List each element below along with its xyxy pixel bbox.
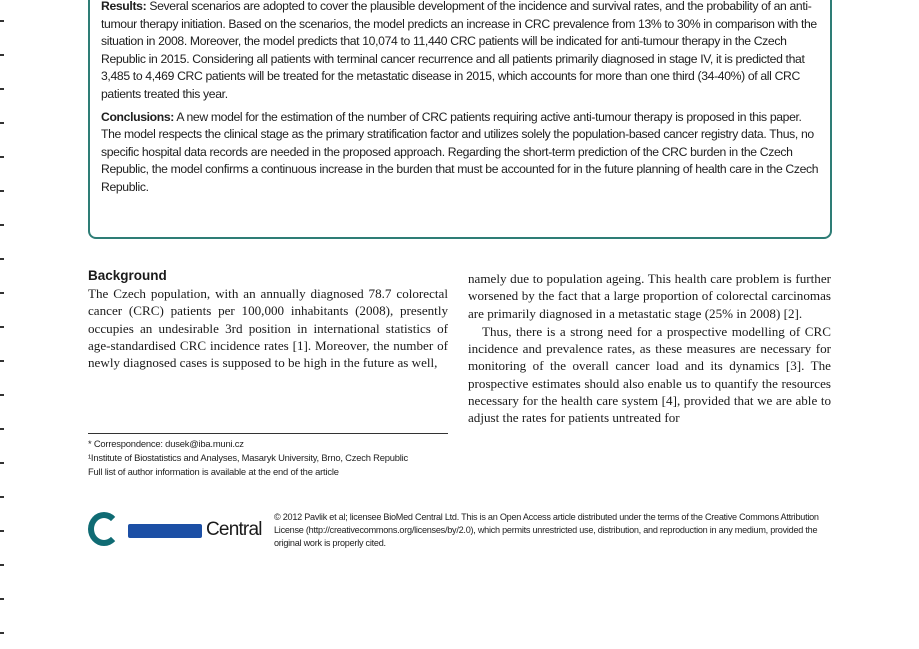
results-text: Several scenarios are adopted to cover the plausible development of the incidence and survival rates, and the probability of an anti-tumour therapy initiation. Based on the scenarios, the model predicts an increase in CRC prevalence from 13% to 30% in comparison with the situation in 2008. Moreover, the model predicts that 10,074 to 11,440 CRC patients will be indicated for anti-tumour therapy in the Czech Republic in 2015. Considering all patients with terminal cancer recurrence and all patients primarily diagnosed in stage IV, it is predicted that 3,485 to 4,469 CRC patients will be treated for the metastatic disease in 2015, which accounts for more than one third (34-40%) of all CRC patients treated this year. — [101, 0, 817, 101]
correspondence-note: * Correspondence: dusek@iba.muni.cz — [88, 438, 244, 449]
background-paragraph-1: The Czech population, with an annually diagnosed 78.7 colorectal cancer (CRC) patients per 100,000 inhabitants (2008), presently occupies an undesirable 3rd position in international statistics of age-standardised CRC incidence rates [1]. Moreover, the number of newly diagnosed cases is supposed to be high in the future as well, — [88, 286, 448, 371]
background-paragraph-2: namely due to population ageing. This health care problem is further worsened by the fact that a large proportion of colorectal carcinomas are primarily diagnosed in a metastatic stage (25% in 2008) [2]. — [468, 271, 831, 321]
conclusions-text: A new model for the estimation of the number of CRC patients requiring active anti-tumour therapy is proposed in this paper. The model respects the clinical stage as the primary stratification factor and utilizes solely the population-based cancer registry data. Thus, no specific hospital data records are needed in the proposed approach. Regarding the short-term prediction of the CRC burden in the Czech Republic, the model confirms a continuous increase in the burden that must be accounted for in the future planning of health care in the Czech Republic. — [101, 109, 819, 194]
left-column — [88, 267, 448, 372]
affiliation-note: ¹Institute of Biostatistics and Analyses, Masaryk University, Brno, Czech Republic — [88, 452, 409, 463]
background-paragraph-3: Thus, there is a strong need for a prospective modelling of CRC incidence and prevalence rates, as these measures are necessary for monitoring of the overall cancer load and its dynamics [3]. The prospective estimates should also enable us to quantify the resources necessary for the health care system [4], provided that we are able to adjust the rates for patients untreated for — [468, 323, 831, 426]
results-label: Results: — [101, 0, 147, 13]
abstract-conclusions — [101, 109, 820, 197]
license-statement: © 2012 Pavlik et al; licensee BioMed Central Ltd. This is an Open Access article distributed under the terms of the Creative Commons Attribution License (http://creativecommons.org/licenses/by/2.0), which permits unrestricted use, distribution, and reproduction in any medium, provided the original work is properly cited. — [274, 512, 819, 548]
abstract-results — [101, 0, 820, 104]
footnote-divider — [88, 433, 448, 434]
right-column — [468, 270, 831, 428]
author-info-note: Full list of author information is available at the end of the article — [88, 466, 339, 477]
logo-wordmark: Central — [206, 519, 262, 540]
section-heading-background: Background — [88, 268, 167, 283]
page-edge-ticks — [0, 0, 4, 649]
biomed-central-logo — [88, 510, 263, 548]
abstract-box — [88, 0, 832, 239]
conclusions-label: Conclusions: — [101, 109, 174, 124]
footnotes — [88, 437, 448, 479]
logo-ring-icon — [88, 512, 120, 546]
